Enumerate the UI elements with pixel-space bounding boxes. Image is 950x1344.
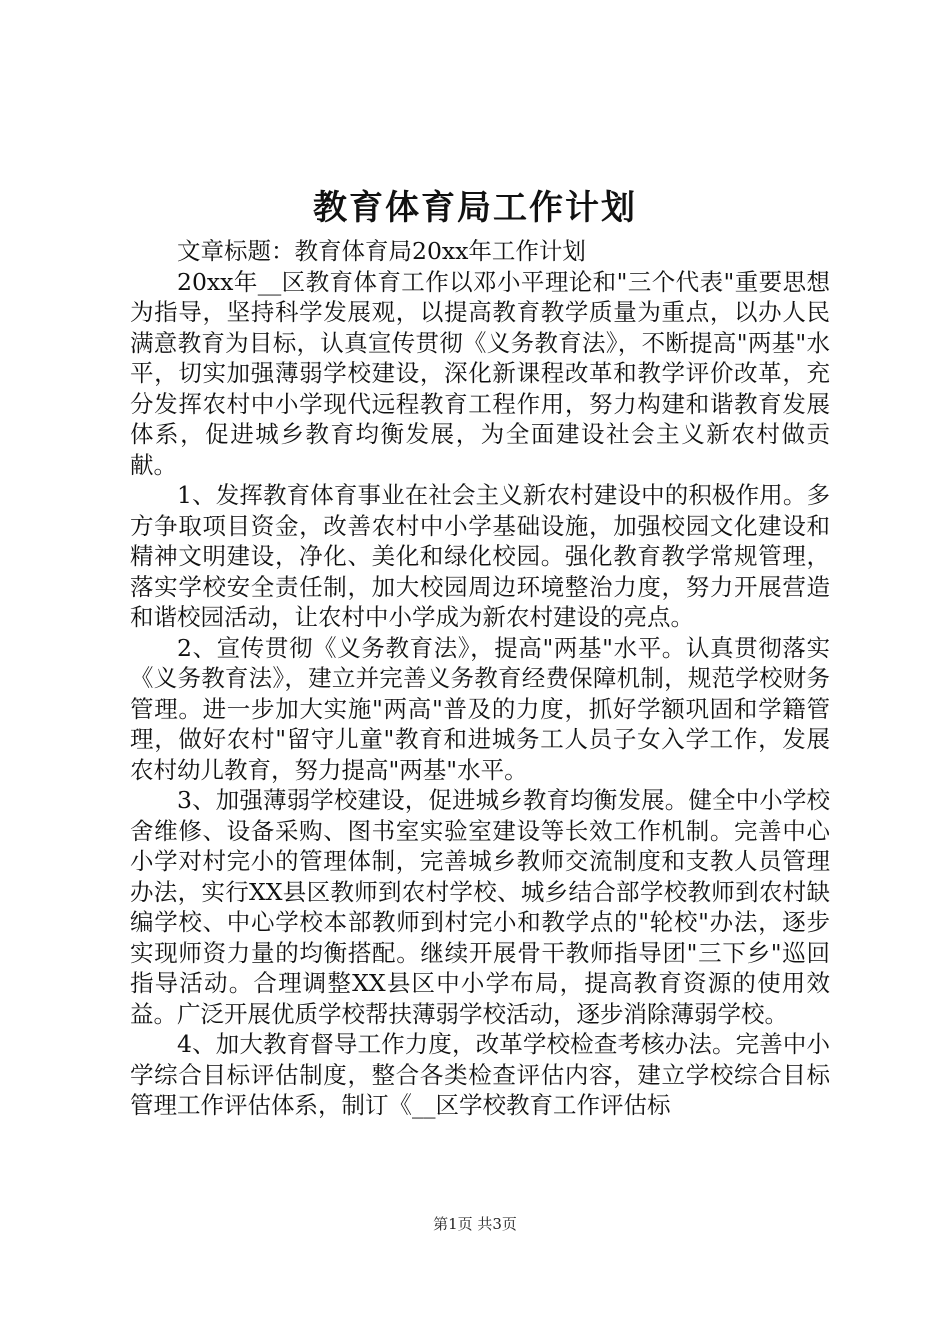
document-title: 教育体育局工作计划 [313, 188, 637, 228]
paragraph-item-1: 1、发挥教育体育事业在社会主义新农村建设中的积极作用。多方争取项目资金，改善农村中小学基础设施，加强校园文化建设和精神文明建设，净化、美化和绿化校园。强化教育教学常规管理，落实学校安全责任制，加大校园周边环境整治力度，努力开展营造和谐校园活动，让农村中小学成为新农村建设的亮点。 [130, 481, 830, 631]
page-number-footer: 第1页 共3页 [433, 1215, 517, 1233]
paragraph-article-title: 文章标题：教育体育局20xx年工作计划 [177, 237, 586, 265]
paragraph-item-3: 3、加强薄弱学校建设，促进城乡教育均衡发展。健全中小学校舍维修、设备采购、图书室实验室建设等长效工作机制。完善中心小学对村完小的管理体制，完善城乡教师交流制度和支教人员管理办法，实行XX县区教师到农村学校、城乡结合部学校教师到农村缺编学校、中心学校本部教师到村完小和教学点的"轮校"办法，逐步实现师资力量的均衡搭配。继续开展骨干教师指导团"三下乡"巡回指导活动。合理调整XX县区中小学布局，提高教育资源的使用效益。广泛开展优质学校帮扶薄弱学校活动，逐步消除薄弱学校。 [130, 786, 830, 1028]
document-body [130, 236, 830, 1121]
paragraph-item-2: 2、宣传贯彻《义务教育法》，提高"两基"水平。认真贯彻落实《义务教育法》，建立并完善义务教育经费保障机制，规范学校财务管理。进一步加大实施"两高"普及的力度，抓好学额巩固和学籍管理，做好农村"留守儿童"教育和进城务工人员子女入学工作，发展农村幼儿教育，努力提高"两基"水平。 [130, 633, 830, 784]
paragraph-item-4: 4、加大教育督导工作力度，改革学校检查考核办法。完善中小学综合目标评估制度，整合各类检查评估内容，建立学校综合目标管理工作评估体系，制订《__区学校教育工作评估标 [130, 1030, 830, 1119]
paragraph-intro: 20xx年__区教育体育工作以邓小平理论和"三个代表"重要思想为指导，坚持科学发展观，以提高教育教学质量为重点，以办人民满意教育为目标，认真宣传贯彻《义务教育法》，不断提高"两基"水平，切实加强薄弱学校建设，深化新课程改革和教学评价改革，充分发挥农村中小学现代远程教育工程作用，努力构建和谐教育发展体系，促进城乡教育均衡发展，为全面建设社会主义新农村做贡献。 [130, 267, 830, 479]
